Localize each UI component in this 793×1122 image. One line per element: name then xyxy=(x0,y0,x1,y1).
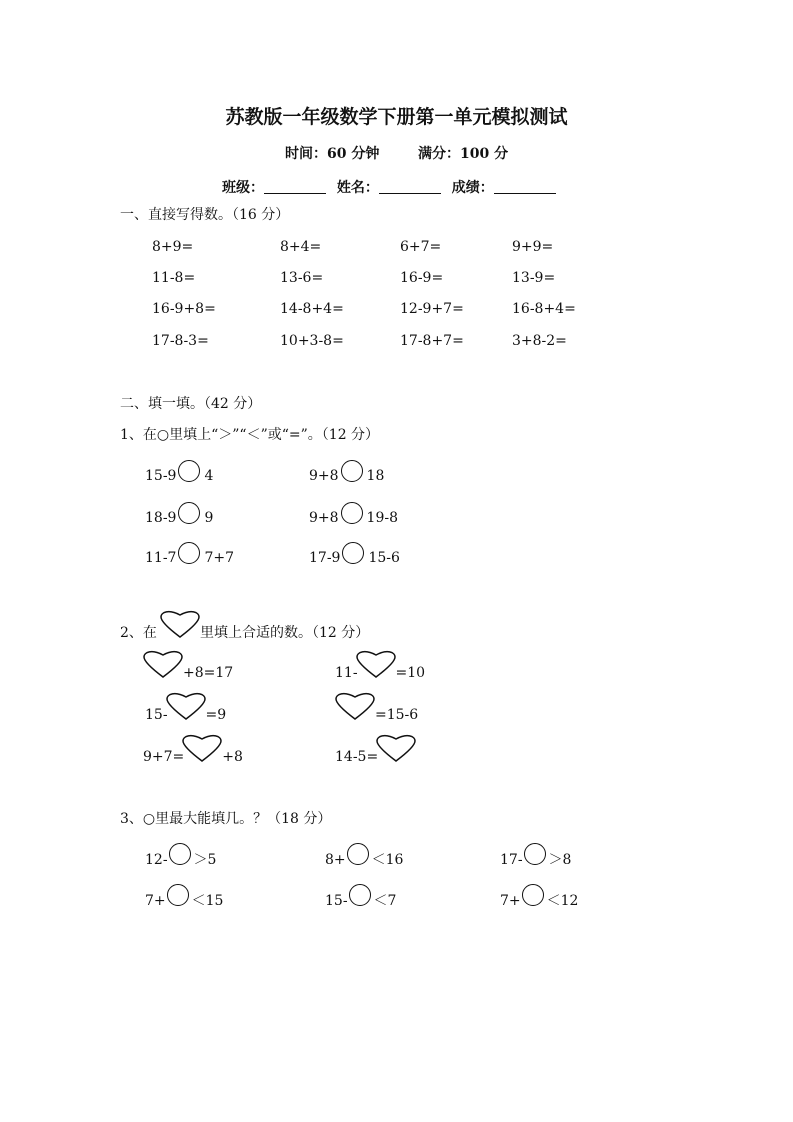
equation-r1-c3: 6+7= xyxy=(400,239,442,255)
q1-right-3: 9 xyxy=(204,510,214,526)
heart-icon xyxy=(160,610,200,638)
q1-right-4: 19-8 xyxy=(366,510,398,526)
class-label: 班级： xyxy=(222,180,264,196)
equation-r3-c4: 16-8+4= xyxy=(512,301,576,317)
q2-answer-heart-3[interactable] xyxy=(166,692,206,720)
equation-r1-c4: 9+9= xyxy=(512,239,554,255)
equation-r4-c4: 3+8-2= xyxy=(512,333,567,349)
class-field xyxy=(222,179,562,195)
q2-prompt-after: 里填上合适的数。（12 分） xyxy=(200,625,370,641)
q1-left-5: 11-7 xyxy=(145,550,177,566)
q3-right-3: ＞8 xyxy=(548,852,572,868)
q3-right-1: ＞5 xyxy=(193,852,217,868)
equation-r3-c1: 16-9+8= xyxy=(152,301,216,317)
name-label: 姓名： xyxy=(336,180,379,196)
equation-r2-c2: 13-6= xyxy=(280,270,324,286)
q2-left-6: 14-5= xyxy=(335,749,379,765)
q1-answer-circle-5[interactable] xyxy=(178,542,200,564)
q3-answer-circle-2[interactable] xyxy=(347,843,369,865)
equation-r3-c2: 14-8+4= xyxy=(280,301,344,317)
q3-prompt: 3、○里最大能填几。？（18 分） xyxy=(120,811,332,827)
q2-left-2: 11- xyxy=(335,665,358,681)
q2-right-2: =10 xyxy=(395,665,426,681)
q3-right-4: ＜15 xyxy=(191,893,224,909)
q3-right-2: ＜16 xyxy=(371,852,404,868)
q3-left-5: 15- xyxy=(325,893,348,909)
equation-r4-c1: 17-8-3= xyxy=(152,333,209,349)
grade-blank[interactable] xyxy=(494,179,556,194)
equation-r4-c2: 10+3-8= xyxy=(280,333,344,349)
q2-right-5: +8 xyxy=(222,749,243,765)
q1-left-1: 15-9 xyxy=(145,468,177,484)
q1-answer-circle-2[interactable] xyxy=(341,460,363,482)
q1-right-6: 15-6 xyxy=(368,550,400,566)
q3-left-3: 17- xyxy=(500,852,523,868)
page-title: 苏教版一年级数学下册第一单元模拟测试 xyxy=(225,106,568,128)
section2-heading: 二、填一填。（42 分） xyxy=(120,396,262,412)
q3-right-5: ＜7 xyxy=(373,893,397,909)
q1-right-2: 18 xyxy=(366,468,385,484)
q3-left-4: 7+ xyxy=(145,893,166,909)
q3-answer-circle-1[interactable] xyxy=(169,843,191,865)
q2-right-4: =15-6 xyxy=(375,707,419,723)
q2-answer-heart-1[interactable] xyxy=(143,650,183,678)
time-label: 时间：60 分钟 xyxy=(285,146,380,162)
q3-answer-circle-5[interactable] xyxy=(349,884,371,906)
grade-label: 成绩： xyxy=(451,180,494,196)
q2-answer-heart-5[interactable] xyxy=(182,734,222,762)
q2-answer-heart-2[interactable] xyxy=(356,650,396,678)
equation-r2-c4: 13-9= xyxy=(512,270,556,286)
q1-answer-circle-4[interactable] xyxy=(341,502,363,524)
q1-left-3: 18-9 xyxy=(145,510,177,526)
q2-left-5: 9+7= xyxy=(143,749,185,765)
q3-right-6: ＜12 xyxy=(546,893,579,909)
q2-answer-heart-6[interactable] xyxy=(376,734,416,762)
q2-right-3: =9 xyxy=(205,707,227,723)
q1-left-6: 17-9 xyxy=(309,550,341,566)
q1-answer-circle-1[interactable] xyxy=(178,460,200,482)
q1-left-4: 9+8 xyxy=(309,510,339,526)
q2-answer-heart-4[interactable] xyxy=(335,692,375,720)
q3-answer-circle-3[interactable] xyxy=(524,843,546,865)
q2-right-1: +8=17 xyxy=(183,665,234,681)
q3-left-6: 7+ xyxy=(500,893,521,909)
class-blank[interactable] xyxy=(264,179,326,194)
q3-left-1: 12- xyxy=(145,852,168,868)
section1-heading: 一、直接写得数。（16 分） xyxy=(120,207,290,223)
equation-r3-c3: 12-9+7= xyxy=(400,301,464,317)
q1-left-2: 9+8 xyxy=(309,468,339,484)
q3-answer-circle-4[interactable] xyxy=(167,884,189,906)
equation-r1-c1: 8+9= xyxy=(152,239,194,255)
q3-answer-circle-6[interactable] xyxy=(522,884,544,906)
q3-left-2: 8+ xyxy=(325,852,346,868)
q1-right-1: 4 xyxy=(204,468,214,484)
q1-answer-circle-6[interactable] xyxy=(342,542,364,564)
name-blank[interactable] xyxy=(379,179,441,194)
equation-r2-c3: 16-9= xyxy=(400,270,444,286)
q1-right-5: 7+7 xyxy=(204,550,234,566)
score-label: 满分：100 分 xyxy=(418,146,509,162)
q1-prompt: 1、在○里填上“＞”“＜”或“=”。（12 分） xyxy=(120,427,380,443)
equation-r1-c2: 8+4= xyxy=(280,239,322,255)
q2-left-3: 15- xyxy=(145,707,168,723)
q2-prompt-before: 2、在 xyxy=(120,625,157,641)
equation-r4-c3: 17-8+7= xyxy=(400,333,464,349)
q1-answer-circle-3[interactable] xyxy=(178,502,200,524)
equation-r2-c1: 11-8= xyxy=(152,270,196,286)
